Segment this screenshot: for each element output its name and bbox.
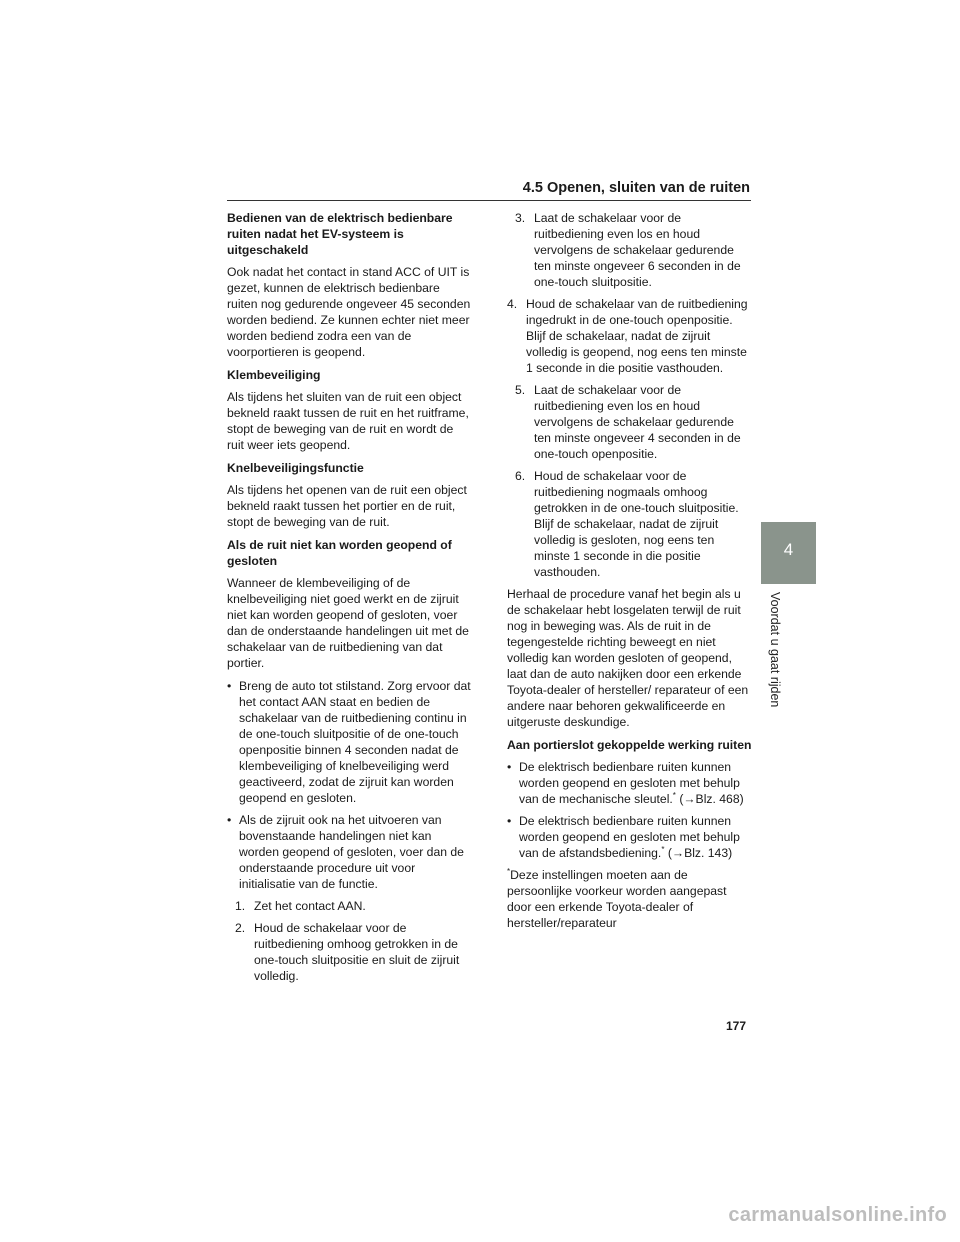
bullet-text: De elektrisch bedienbare ruiten kunnen worden geopend en gesloten met behulp van de mechanische sleutel. [519, 760, 740, 806]
heading-knelbeveiliging: Knelbeveiligingsfunctie [227, 461, 364, 475]
section-title: 4.5 Openen, sluiten van de ruiten [522, 180, 750, 196]
watermark: carmanualsonline.info [728, 1204, 947, 1226]
bullet-icon: • [507, 814, 512, 828]
list-item [227, 678, 472, 806]
bullet-icon: • [227, 679, 232, 693]
footnote-marker: * [661, 844, 665, 854]
paragraph-ev-off: Ook nadat het contact in stand ACC of UIT is gezet, kunnen de elektrisch bedienbare ruiten nog gedurende ongeveer 45 seconden worden bediend. Ze kunnen echter niet meer worden bediend zodra een van de voorportieren is geopend. [227, 265, 471, 359]
bullet-text: Als de zijruit ook na het uitvoeren van bovenstaande handelingen niet kan worden geopend of gesloten, voer dan de onderstaande procedure uit voor initialisatie van de functie. [239, 813, 464, 891]
step-number: 3. [515, 211, 526, 225]
right-column [507, 210, 752, 938]
step-text: Houd de schakelaar voor de ruitbediening nogmaals omhoog getrokken in de one-touch sluitpositie. Blijf de schakelaar, nadat de zijruit volledig is gesloten, nog eens ten minste 1 seconde in die positie vasthouden. [534, 469, 739, 579]
bullet-text: Breng de auto tot stilstand. Zorg ervoor dat het contact AAN staat en bedien de schakelaar van de ruitbediening continu in de one-touch sluitpositie of de one-touch openpositie binnen 4 seconden nadat de klembeveiliging of knelbeveiliging werd geactiveerd, zodat de zijruit kan worden geopend en gesloten. [239, 679, 471, 805]
paragraph-klembeveiliging: Als tijdens het sluiten van de ruit een object bekneld raakt tussen de ruit en het ruitframe, stopt de beweging van de ruit en wordt de ruit weer iets geopend. [227, 390, 469, 452]
footnote-marker: * [672, 790, 676, 800]
page-reference-link[interactable]: (→Blz. 468) [679, 792, 744, 806]
list-item [507, 813, 752, 861]
step-item [515, 382, 752, 462]
chapter-tab[interactable] [761, 522, 816, 584]
heading-klembeveiliging: Klembeveiliging [227, 368, 321, 382]
chapter-number: 4 [783, 540, 794, 559]
step-number: 1. [235, 899, 246, 913]
step-item [507, 296, 752, 376]
step-text: Houd de schakelaar voor de ruitbediening omhoog getrokken in de one-touch sluitpositie en sluit de zijruit volledig. [254, 921, 460, 983]
header-divider [227, 200, 751, 201]
step-text: Houd de schakelaar van de ruitbediening ingedrukt in de one-touch openpositie. Blijf de schakelaar, nadat de zijruit volledig is geopend, nog eens ten minste 1 seconde in die positie vasthouden. [526, 297, 748, 375]
heading-not-openable: Als de ruit niet kan worden geopend of gesloten [227, 538, 452, 568]
step-text: Laat de schakelaar voor de ruitbediening even los en houd vervolgens de schakelaar gedurende ten minste ongeveer 4 seconden in de one-touch openpositie. [534, 383, 741, 461]
footnote [507, 867, 752, 931]
page-number: 177 [726, 1019, 747, 1033]
step-item [515, 210, 752, 290]
list-item [227, 812, 472, 892]
step-number: 5. [515, 383, 526, 397]
step-item [515, 468, 752, 580]
footnote-marker: * [507, 866, 511, 876]
heading-door-lock-linked: Aan portierslot gekoppelde werking ruiten [507, 738, 752, 752]
paragraph-knelbeveiliging: Als tijdens het openen van de ruit een object bekneld raakt tussen het portier en de ruit, stopt de beweging van de ruit. [227, 483, 467, 529]
heading-ev-off: Bedienen van de elektrisch bedienbare ruiten nadat het EV-systeem is uitgeschakeld [227, 211, 453, 257]
step-number: 2. [235, 921, 246, 935]
step-text: Laat de schakelaar voor de ruitbediening even los en houd vervolgens de schakelaar gedurende ten minste ongeveer 6 seconden in de one-touch sluitpositie. [534, 211, 741, 289]
step-item [235, 920, 472, 984]
bullet-icon: • [507, 760, 512, 774]
bullet-icon: • [227, 813, 232, 827]
step-number: 6. [515, 469, 526, 483]
list-item [507, 759, 752, 807]
paragraph-not-openable: Wanneer de klembeveiliging of de knelbeveiliging niet goed werkt en de zijruit niet kan worden geopend of gesloten, voer dan de onderstaande handelingen uit met de schakelaar van de ruitbediening van dat portier. [227, 576, 469, 670]
left-column [227, 210, 472, 990]
step-text: Zet het contact AAN. [254, 899, 366, 913]
footnote-text: Deze instellingen moeten aan de persoonlijke voorkeur worden aangepast door een erkende Toyota-dealer of hersteller/reparateur [507, 868, 727, 930]
chapter-label: Voordat u gaat rijden [768, 592, 782, 708]
step-number: 4. [507, 297, 518, 311]
page-reference-link[interactable]: (→Blz. 143) [667, 846, 733, 860]
step-item [235, 898, 472, 914]
paragraph-repeat-procedure: Herhaal de procedure vanaf het begin als u de schakelaar hebt losgelaten terwijl de ruit nog in beweging was. Als de ruit in de tegengestelde richting beweegt en niet volledig kan worden gesloten of geopend, laat dan de auto nakijken door een erkende Toyota-dealer of hersteller/ reparateur of een andere naar behoren gekwalificeerde en uitgeruste deskundige. [507, 587, 749, 729]
bullet-text: De elektrisch bedienbare ruiten kunnen worden geopend en gesloten met behulp van de afstandsbediening. [519, 814, 740, 860]
